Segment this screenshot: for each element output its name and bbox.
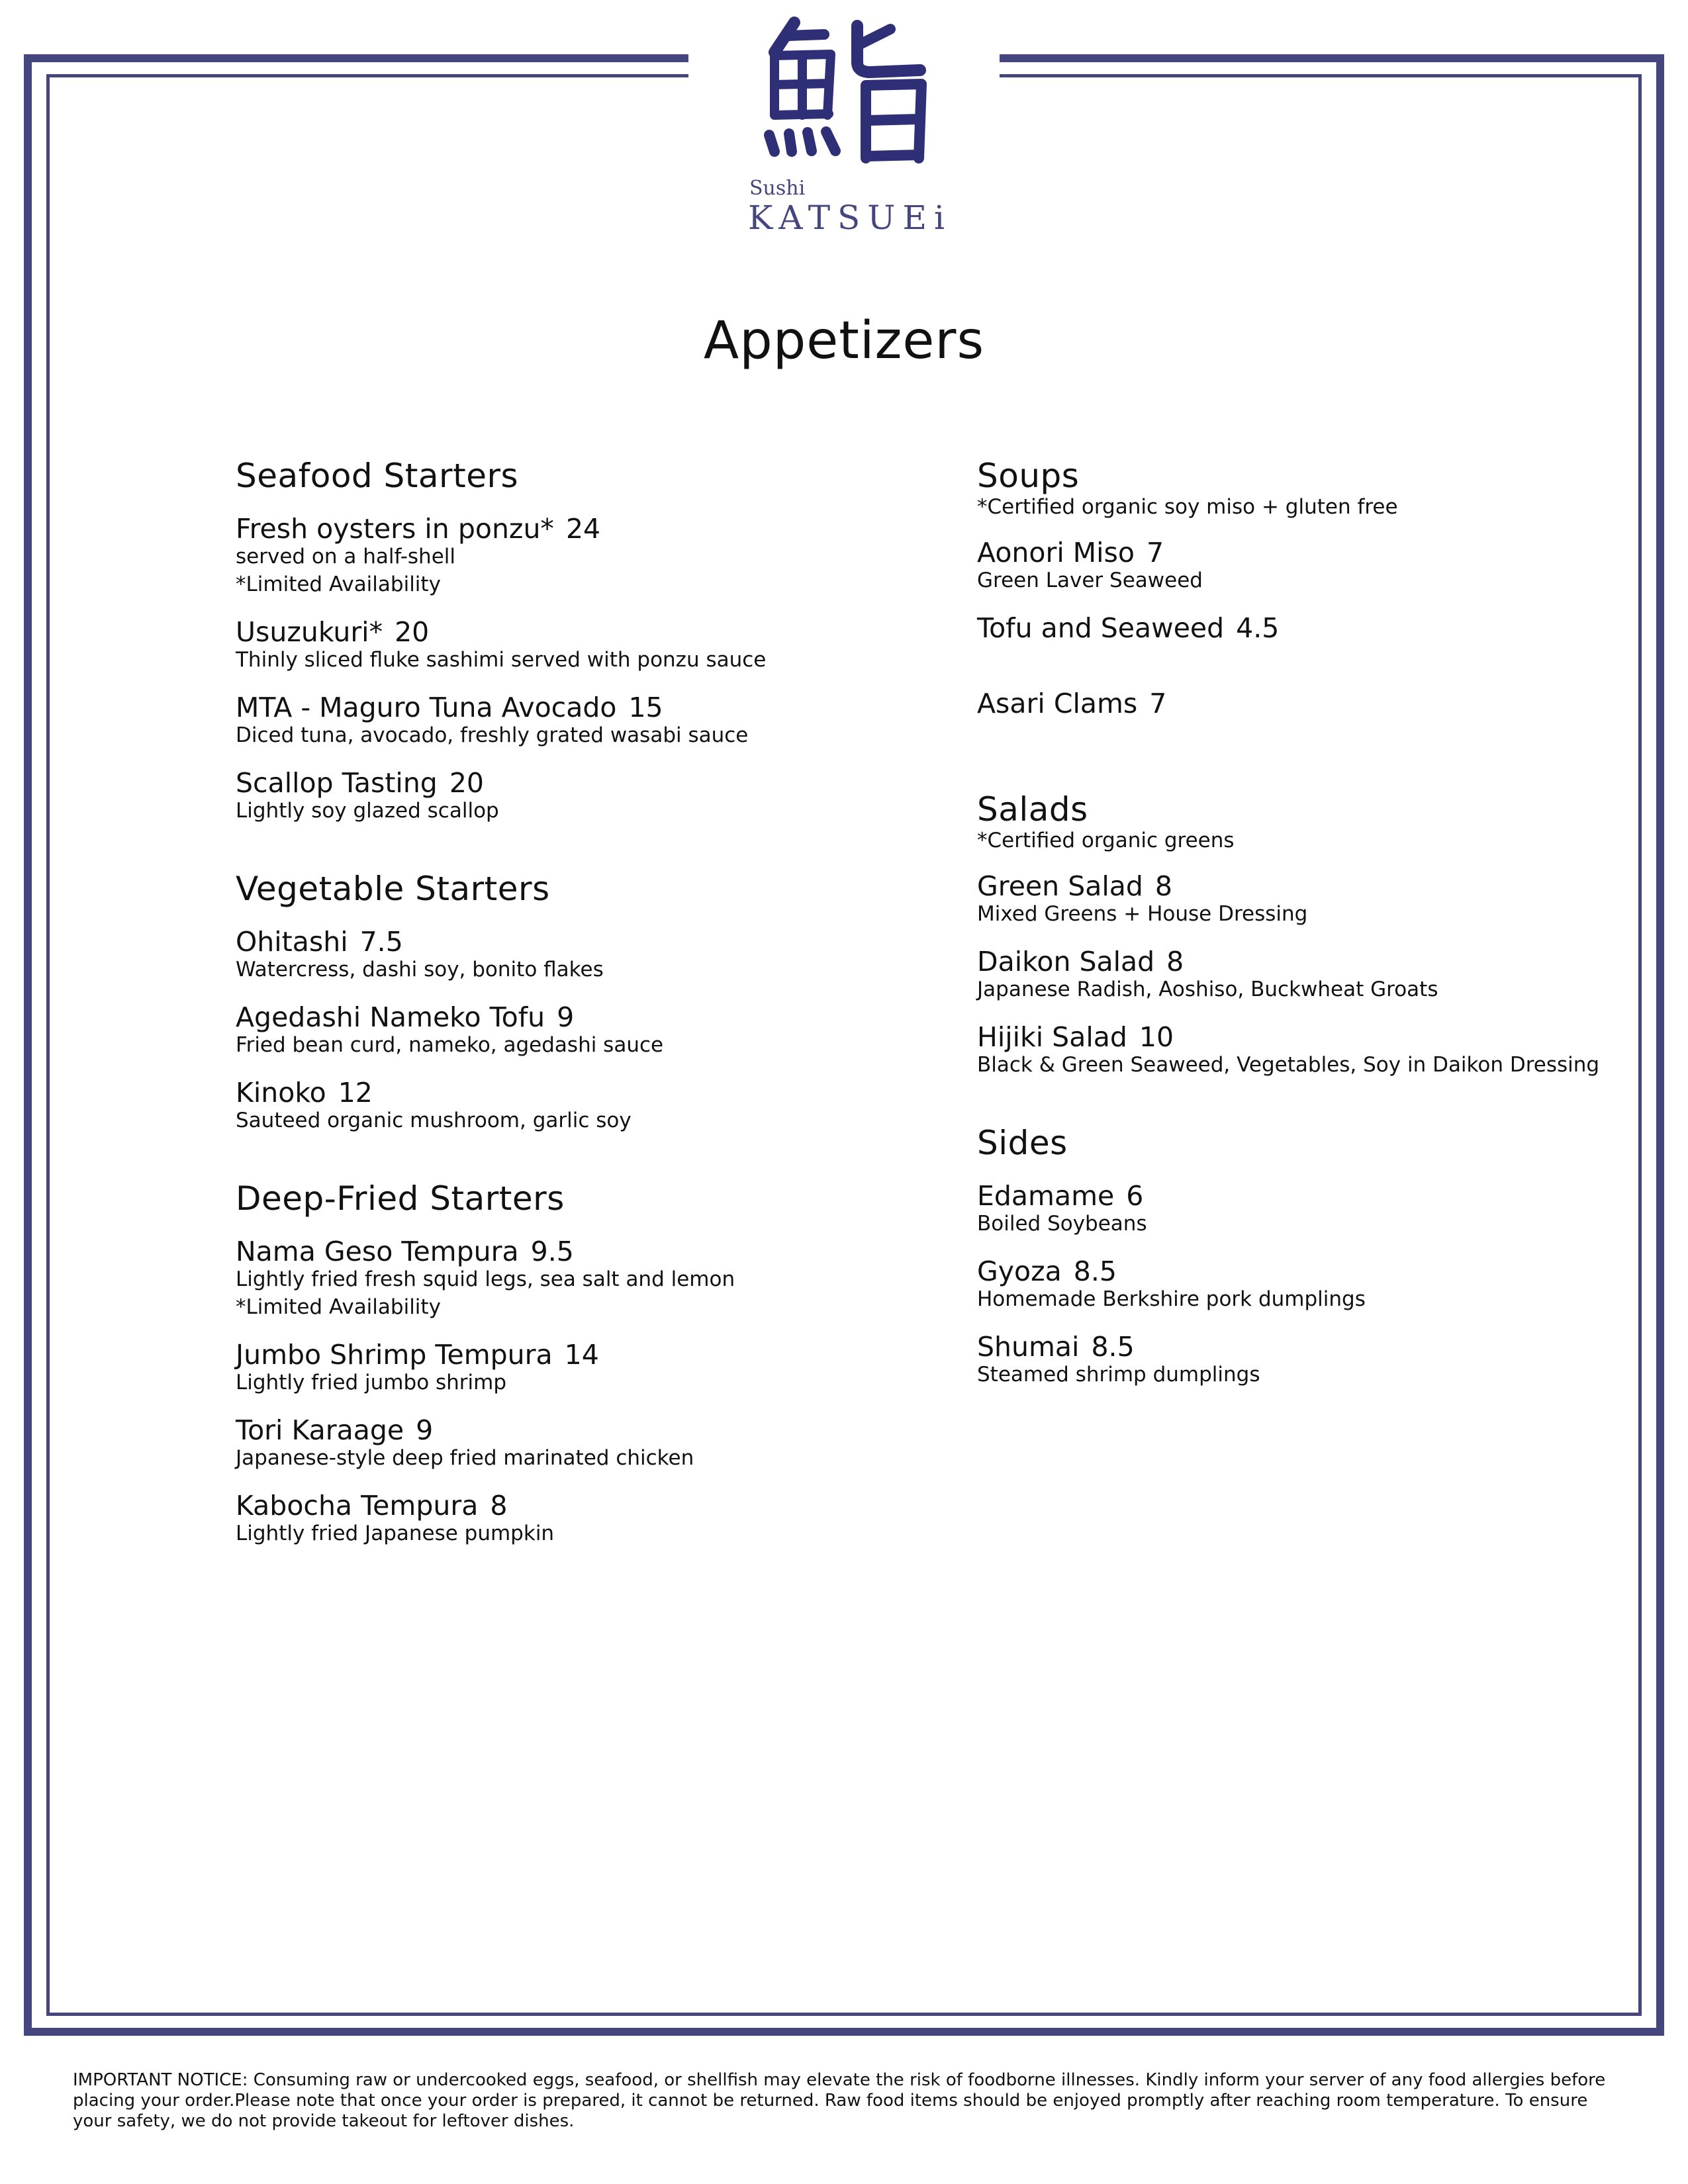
menu-item: [977, 948, 1639, 1003]
menu-item-title-line: [977, 872, 1639, 900]
menu-item-name: Agedashi Nameko Tofu: [236, 1001, 545, 1033]
section-note: *Certified organic greens: [977, 829, 1235, 852]
menu-item: [236, 1079, 931, 1134]
menu-item-description: Japanese-style deep fried marinated chicken: [236, 1446, 694, 1470]
menu-item-name: Usuzukuri*: [236, 616, 383, 648]
menu-item-title-line: [977, 1182, 1639, 1210]
menu-item-price: 14: [564, 1339, 599, 1371]
menu-item-price: 24: [565, 513, 601, 545]
menu-item: [236, 769, 931, 825]
menu-item: [236, 1492, 931, 1547]
section-title: Soups: [977, 457, 1080, 495]
section-title: Vegetable Starters: [236, 870, 550, 908]
menu-item-name: Nama Geso Tempura: [236, 1236, 519, 1267]
menu-section: [236, 1179, 931, 1547]
menu-item-name: Edamame: [977, 1180, 1115, 1212]
menu-section: [977, 790, 1639, 1079]
menu-section: [977, 457, 1639, 745]
menu-item-title-line: [977, 1257, 1639, 1285]
menu-item: [977, 1257, 1639, 1313]
menu-item-description: Diced tuna, avocado, freshly grated wasabi sauce: [236, 723, 749, 747]
menu-item-description: served on a half-shell: [236, 545, 455, 569]
menu-item-price: 7.5: [359, 926, 403, 958]
menu-item-name: Shumai: [977, 1331, 1080, 1363]
section-note: *Certified organic soy miso + gluten free: [977, 495, 1398, 519]
menu-item-description: Lightly fried Japanese pumpkin: [236, 1522, 555, 1545]
menu-item-price: 8: [490, 1490, 508, 1522]
menu-item-name: Green Salad: [977, 870, 1143, 902]
menu-item-name: Hijiki Salad: [977, 1021, 1127, 1053]
menu-item-description: Watercress, dashi soy, bonito flakes: [236, 958, 604, 981]
section-title: Salads: [977, 790, 1088, 829]
menu-item-description: Homemade Berkshire pork dumplings: [977, 1287, 1366, 1311]
menu-item-name: Scallop Tasting: [236, 767, 438, 799]
menu-item-price: 8: [1154, 870, 1172, 902]
sushi-kanji-logo-icon: [748, 16, 947, 168]
menu-item-description: Green Laver Seaweed: [977, 569, 1203, 592]
menu-item-price: 9: [557, 1001, 575, 1033]
menu-item-title-line: [236, 1416, 931, 1444]
menu-item-price: 10: [1139, 1021, 1174, 1053]
menu-item: [236, 515, 931, 598]
menu-item: [977, 539, 1639, 594]
menu-item-description: Lightly fried fresh squid legs, sea salt and lemon: [236, 1267, 735, 1291]
menu-section: [236, 457, 931, 825]
menu-item-price: 8.5: [1073, 1255, 1117, 1287]
section-title: Sides: [977, 1124, 1068, 1162]
menu-item-price: 8: [1166, 946, 1184, 978]
menu-item-description: Boiled Soybeans: [977, 1212, 1147, 1236]
left-menu-column: [236, 457, 931, 1592]
menu-item-name: Kabocha Tempura: [236, 1490, 479, 1522]
menu-item-title-line: [236, 1492, 931, 1520]
menu-item-title-line: [236, 694, 931, 721]
menu-item-name: Tofu and Seaweed: [977, 612, 1225, 644]
menu-item: [236, 1341, 931, 1396]
menu-item-title-line: [236, 928, 931, 956]
menu-item-description: Lightly soy glazed scallop: [236, 799, 499, 823]
menu-item-title-line: [236, 1341, 931, 1369]
menu-section: [236, 870, 931, 1134]
menu-item-name: Ohitashi: [236, 926, 348, 958]
menu-item-price: 8.5: [1091, 1331, 1135, 1363]
menu-item-price: 6: [1126, 1180, 1144, 1212]
menu-item-title-line: [236, 1238, 931, 1265]
menu-item-description: Sauteed organic mushroom, garlic soy: [236, 1109, 632, 1132]
menu-item-name: Jumbo Shrimp Tempura: [236, 1339, 553, 1371]
menu-item-price: 20: [395, 616, 430, 648]
menu-item-description: Japanese Radish, Aoshiso, Buckwheat Groats: [977, 978, 1438, 1001]
menu-item-note: *Limited Availability: [236, 572, 441, 596]
menu-item-description: Fried bean curd, nameko, agedashi sauce: [236, 1033, 664, 1057]
menu-item-title-line: [236, 618, 931, 646]
section-title: Seafood Starters: [236, 457, 519, 495]
menu-item: [977, 1182, 1639, 1238]
menu-item-description: Lightly fried jumbo shrimp: [236, 1371, 507, 1394]
menu-item-price: 9.5: [530, 1236, 574, 1267]
menu-item-spacer: [977, 642, 1639, 670]
menu-item-name: MTA - Maguro Tuna Avocado: [236, 692, 617, 723]
menu-item-name: Kinoko: [236, 1077, 326, 1109]
page-title: Appetizers: [703, 311, 985, 371]
menu-item-title-line: [236, 769, 931, 797]
menu-item: [236, 1003, 931, 1059]
menu-item: [236, 618, 931, 674]
menu-item: [977, 1023, 1639, 1079]
menu-item-title-line: [236, 1079, 931, 1107]
menu-item-description: Thinly sliced fluke sashimi served with ponzu sauce: [236, 648, 767, 672]
section-title: Deep-Fried Starters: [236, 1179, 565, 1218]
menu-item-name: Fresh oysters in ponzu*: [236, 513, 554, 545]
menu-item-name: Asari Clams: [977, 688, 1138, 719]
menu-item-title-line: [977, 948, 1639, 976]
menu-item-price: 9: [416, 1414, 434, 1446]
menu-item: [977, 690, 1639, 745]
menu-item-name: Daikon Salad: [977, 946, 1155, 978]
menu-item-title-line: [977, 614, 1639, 642]
menu-item-description: Steamed shrimp dumplings: [977, 1363, 1260, 1387]
menu-item-price: 15: [628, 692, 663, 723]
important-notice: IMPORTANT NOTICE: Consuming raw or undercooked eggs, seafood, or shellfish may elevate the risk of foodborne illnesses. Kindly inform your server of any food allergies before placing your order.Please note that once your order is prepared, it cannot be returned. Raw food items should be enjoyed promptly after reaching room temperature. To ensure your safety, we do not provide takeout for leftover dishes.: [73, 2070, 1606, 2131]
menu-item-price: 7: [1149, 688, 1167, 719]
menu-item-title-line: [977, 1023, 1639, 1051]
menu-item-price: 4.5: [1236, 612, 1280, 644]
menu-section: [977, 1124, 1639, 1388]
menu-item-price: 7: [1146, 537, 1164, 569]
menu-item: [977, 872, 1639, 928]
restaurant-logo: [728, 16, 966, 241]
menu-item-note: *Limited Availability: [236, 1295, 441, 1319]
menu-item-title-line: [977, 690, 1639, 717]
logo-sushi-label: Sushi: [749, 177, 806, 200]
menu-item: [236, 928, 931, 983]
menu-item-title-line: [236, 1003, 931, 1031]
menu-item: [236, 1238, 931, 1321]
menu-item-title-line: [236, 515, 931, 543]
logo-restaurant-name: KATSUEi: [748, 199, 952, 237]
right-menu-column: [977, 457, 1639, 1433]
menu-item-name: Gyoza: [977, 1255, 1062, 1287]
menu-item: [977, 1333, 1639, 1388]
menu-item-name: Aonori Miso: [977, 537, 1135, 569]
menu-item-price: 12: [338, 1077, 373, 1109]
menu-item-title-line: [977, 1333, 1639, 1361]
menu-item: [236, 694, 931, 749]
menu-item-name: Tori Karaage: [236, 1414, 404, 1446]
menu-item-title-line: [977, 539, 1639, 567]
menu-item: [977, 614, 1639, 670]
menu-item-price: 20: [449, 767, 485, 799]
menu-item-spacer: [977, 717, 1639, 745]
menu-item: [236, 1416, 931, 1472]
menu-item-description: Mixed Greens + House Dressing: [977, 902, 1308, 926]
menu-item-description: Black & Green Seaweed, Vegetables, Soy in Daikon Dressing: [977, 1053, 1600, 1077]
